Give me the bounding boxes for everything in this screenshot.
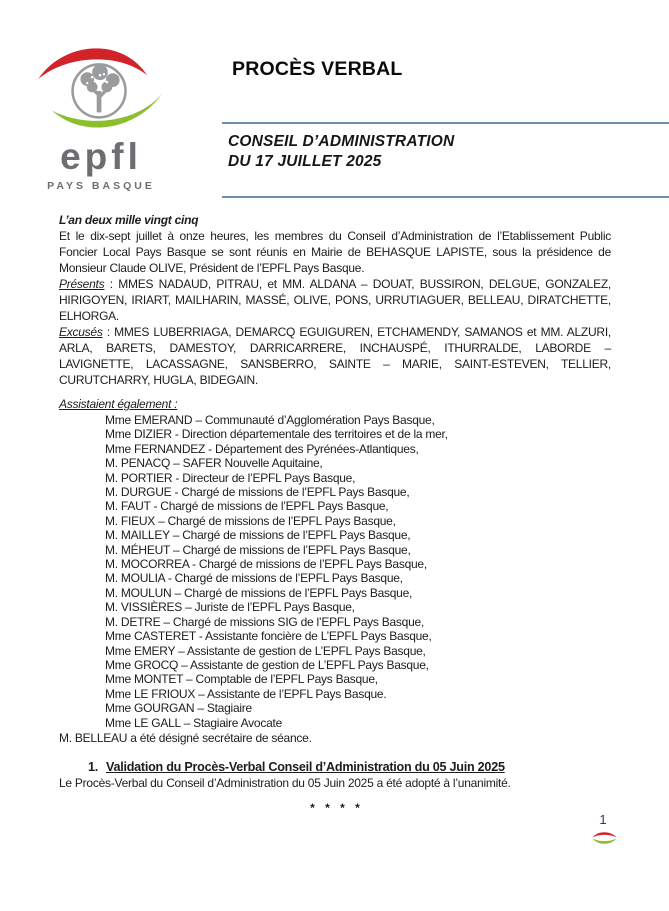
attendee-list-item: M. MOCORREA - Chargé de missions de l’EPFL Pays Basque, <box>105 557 427 572</box>
excuses-paragraph <box>59 324 611 388</box>
attendee-list-item: M. FIEUX – Chargé de missions de l’EPFL Pays Basque, <box>105 513 396 528</box>
attendee-list-item: M. MOULUN – Chargé de missions de l’EPFL Pays Basque, <box>105 585 413 600</box>
attendee-list-item: M. VISSIÈRES – Juriste de l’EPFL Pays Basque, <box>105 600 355 615</box>
presents-paragraph <box>59 276 611 324</box>
attendee-list-item: Mme EMERAND – Communauté d’Agglomération Pays Basque, <box>105 413 435 427</box>
attendee-list-item: Mme GOURGAN – Stagiaire <box>105 701 252 716</box>
intro-body-text: Et le dix-sept juillet à onze heures, les membres du Conseil d’Administration de l’Etablissement Public Foncier Local Pays Basque se sont réunis en Mairie de BEHASQUE LAPISTE, sous la présidence de Monsieur Claude OLIVE, Président de l’EPFL Pays Basque. <box>59 229 611 275</box>
attendees-list <box>59 413 611 730</box>
attendee-list-item: M. FAUT - Chargé de missions de l’EPFL Pays Basque, <box>105 499 389 514</box>
attendee-list-item: M. PORTIER - Directeur de l’EPFL Pays Basque, <box>105 470 356 485</box>
stars-separator: * * * * <box>310 800 360 815</box>
agenda-item-1-heading <box>59 759 611 775</box>
agenda-item-title: Validation du Procès-Verbal Conseil d’Administration du 05 Juin 2025 <box>106 759 505 774</box>
subtitle-line-1: CONSEIL D’ADMINISTRATION <box>228 133 455 150</box>
presents-names: : MMES NADAUD, PITRAU, et MM. ALDANA – DOUAT, BUSSIRON, DELGUE, GONZALEZ, HIRIGOYEN, IRIART, MAILHARIN, MASSÉ, OLIVE, PONS, URRUTIAGUER, BELLEAU, DIRATCHETTE, ELHORGA. <box>59 277 611 323</box>
epfl-eye-tree-icon <box>34 36 168 134</box>
attendee-list-item: M. MAILLEY – Chargé de missions de l’EPFL Pays Basque, <box>105 528 411 543</box>
attendee-list-item: M. MOULIA - Chargé de missions de l’EPFL Pays Basque, <box>105 571 403 586</box>
attendee-list-item: Mme EMERY – Assistante de gestion de L’EPFL Pays Basque, <box>105 643 426 658</box>
excuses-names: : MMES LUBERRIAGA, DEMARCQ EGUIGUREN, ETCHAMENDY, SAMANOS et MM. ALZURI, ARLA, BARETS, DAMESTOY, DARRICARRERE, INCHAUSPÉ, ITHURRALDE, LABORDE – LAVIGNETTE, LACASSAGNE, SANSBERRO, SAINTE – MARIE, SAINT-ESTEVEN, TELLIER, CURUTCHARRY, HUGLA, BIDEGAIN. <box>59 325 611 387</box>
attendee-list-item: Mme DIZIER - Direction départementale des territoires et de la mer, <box>105 427 448 442</box>
attendees-label: Assistaient également : <box>59 397 178 411</box>
resolution-line: Le Procès-Verbal du Conseil d’Administration du 05 Juin 2025 a été adopté à l’unanimité. <box>59 775 511 790</box>
attendee-list-item: M. DETRE – Chargé de missions SIG de l’EPFL Pays Basque, <box>105 614 425 629</box>
attendee-list-item: Mme GROCQ – Assistante de gestion de L’EPFL Pays Basque, <box>105 657 429 672</box>
excuses-label: Excusés <box>59 325 103 339</box>
page-number: 1 <box>599 812 607 827</box>
document-body <box>59 212 611 816</box>
subtitle-line-2: DU 17 JUILLET 2025 <box>228 153 382 171</box>
footer-eye-icon <box>591 828 618 848</box>
presents-label: Présents <box>59 277 105 291</box>
attendee-list-item: M. PENACQ – SAFER Nouvelle Aquitaine, <box>105 456 323 471</box>
attendee-list-item: M. MÉHEUT – Chargé de missions de l’EPFL Pays Basque, <box>105 542 411 557</box>
agenda-item-number: 1. <box>88 759 99 774</box>
document-subtitle <box>228 132 454 173</box>
epfl-logo <box>34 36 168 192</box>
attendee-list-item: Mme FERNANDEZ - Département des Pyrénées-Atlantiques, <box>105 441 419 456</box>
logo-subbrand-text: PAYS BASQUE <box>47 180 155 192</box>
document-title: PROCÈS VERBAL <box>232 58 403 80</box>
intro-paragraph <box>59 212 611 276</box>
logo-brand-text: epfl <box>60 136 142 177</box>
attendee-list-item: M. DURGUE - Chargé de missions de l’EPFL Pays Basque, <box>105 485 410 500</box>
header-rule-bottom <box>222 196 669 198</box>
attendee-list-item: Mme CASTERET - Assistante foncière de L’EPFL Pays Basque, <box>105 629 432 644</box>
attendee-list-item: Mme MONTET – Comptable de l’EPFL Pays Basque, <box>105 672 378 687</box>
attendee-list-item: Mme LE FRIOUX – Assistante de l’EPFL Pays Basque. <box>105 686 387 701</box>
secretary-line: M. BELLEAU a été désigné secrétaire de séance. <box>59 730 312 745</box>
header-rule-top <box>222 122 669 124</box>
attendee-list-item: Mme LE GALL – Stagiaire Avocate <box>105 715 283 730</box>
intro-opening-line: L’an deux mille vingt cinq <box>59 213 199 227</box>
